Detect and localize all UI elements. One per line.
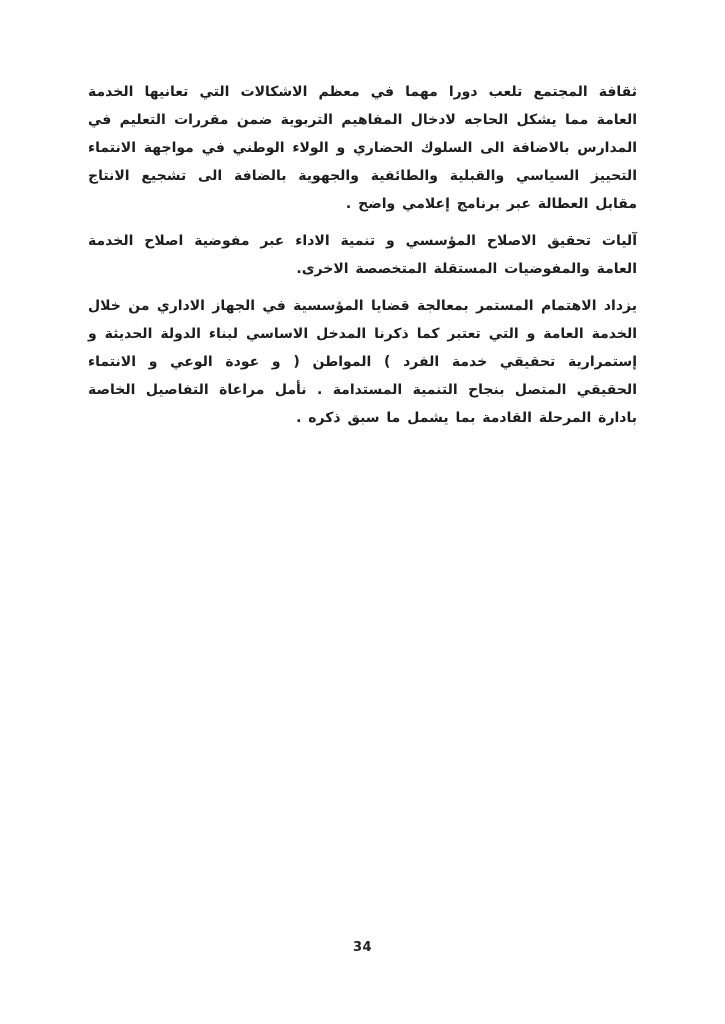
paragraph-2: آليات تحقيق الاصلاح المؤسسي و تنمية الاداء عبر مفوضية اصلاح الخدمة العامة والمفوضيات المستقلة المتخصصة الاخرى.: [88, 233, 637, 277]
page-body: [88, 78, 637, 441]
paragraph-3: يزداد الاهتمام المستمر بمعالجة قضايا المؤسسية في الجهاز الاداري من خلال الخدمة العامة و التي تعتبر كما ذكرنا المدخل الاساسي لبناء الدولة الحديثة و إستمرارية تحقيقي خدمة الفرد ) المواطن ( و عودة الوعي و الانتماء الحقيقي المتصل بنجاح التنمية المستدامة . نأمل مراعاة التفاصيل الخاصة بادارة المرحلة القادمة بما يشمل ما سبق ذكره .: [88, 298, 637, 426]
page-number: 34: [352, 940, 373, 955]
paragraph-1: ثقافة المجتمع تلعب دورا مهما في معظم الاشكالات التي تعانيها الخدمة العامة مما يشكل الحاجه لادخال المفاهيم التربوية ضمن مقررات التعليم في المدارس بالاضافة الى السلوك الحضاري و الولاء الوطني في مواجهة الانتماء التحييز السياسي والقبلية والطائفية والجهوية بالضافة الى تشجيع الانتاج مقابل العطالة عبر برنامج إعلامي واضح .: [88, 84, 637, 212]
